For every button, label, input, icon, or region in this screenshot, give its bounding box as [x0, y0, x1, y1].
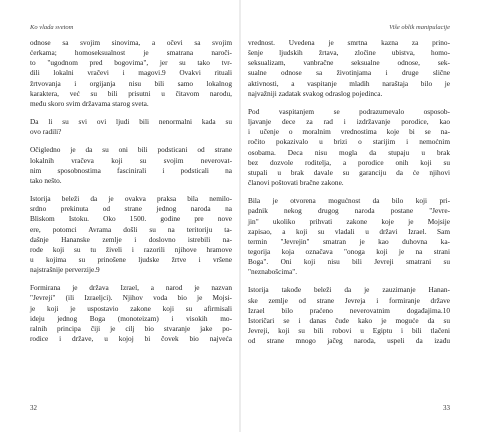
- text-line: rode koji su tu živeli i razorili njihove hramove: [30, 244, 232, 254]
- text-line: osobama. Deca nisu mogla da stupaju u brak: [248, 147, 450, 157]
- body-paragraph: [248, 196, 450, 277]
- text-line: dili lokalni vračevi i magovi.9 Ovakvi rituali: [30, 68, 232, 78]
- body-paragraph: [248, 285, 450, 346]
- body-paragraph: [30, 117, 232, 137]
- text-line: i učenje o moralnim vrednostima koje bi se na-: [248, 127, 450, 137]
- page-number-right: 33: [443, 404, 450, 412]
- text-line: Bliskom Istoku. Oko 1500. godine pre nove: [30, 214, 232, 224]
- text-line: tako nešto.: [30, 175, 62, 185]
- text-line: "Jevreji" (ili Izraeljci). Njihov voda bio je Mojsi-: [30, 293, 232, 303]
- text-line: seksualizam, vanbračne seksualne odnose, sek-: [248, 58, 450, 68]
- text-line: Istorija takođe beleži da je zauzimanje Hanan-: [248, 285, 450, 295]
- right-page: [240, 0, 480, 432]
- text-line: ske zemlje od strane Jevreja i formiranje države: [248, 295, 450, 305]
- right-page-body: [248, 38, 450, 346]
- text-line: Formirana je država Izrael, a narod je nazvan: [30, 283, 232, 293]
- text-line: od strane mnogo jačeg naroda, uspeli da izađu: [248, 336, 450, 346]
- text-line: najstrašnije perverzije.9: [30, 265, 100, 275]
- text-line: dašnje Hananske zemlje i doslovno istrebili na-: [30, 234, 232, 244]
- body-paragraph: [248, 107, 450, 188]
- text-line: lokalnih vračeva koji su svojim neverovat-: [30, 155, 232, 165]
- text-line: zapisao, a koji su vladali u državi Izrael. Sam: [248, 226, 450, 236]
- running-head-left: Ko vlada svetom: [30, 24, 74, 31]
- text-line: to "ugodnom pred bogovima", jer su tako tvr-: [30, 58, 232, 68]
- text-line: u kojima su prinošene ljudske žrtve i vršene: [30, 254, 232, 264]
- text-line: ideju jednog Boga (monoteizam) i visokih mo-: [30, 313, 232, 323]
- running-head-right: Više oblik manipulacije: [389, 24, 450, 31]
- text-line: Istorija beleži da je ovakva praksa bila nemilo-: [30, 194, 232, 204]
- text-line: sualne odnose sa životinjama i druge slične: [248, 68, 450, 78]
- text-line: bez dozvole roditelja, a porodice onih koji su: [248, 157, 450, 167]
- body-paragraph: [30, 145, 232, 186]
- body-paragraph: [248, 38, 450, 99]
- text-line: ročito pokazivalo u brizi o starijim i nemoćnim: [248, 137, 450, 147]
- text-line: ljavanje dece za rad i izdržavanje porodice, kao: [248, 117, 450, 127]
- page-number-left: 32: [30, 404, 37, 412]
- text-line: odnose sa svojim sinovima, a očevi sa svojim: [30, 38, 232, 47]
- text-line: jin" ukoliko prihvati zakone koje je Mojsije: [248, 216, 450, 226]
- text-line: među skoro svim državama starog sveta.: [30, 98, 149, 108]
- text-line: karaktera, već su bili prisutni u čitavom narodu,: [30, 88, 232, 98]
- text-line: Bila je otvorena mogućnost da bilo koji pri-: [248, 196, 450, 206]
- text-line: nim sposobnostima fascinirali i podsticali na: [30, 165, 232, 175]
- text-line: Jevreji, koji su bili robovi u Egiptu i bili tlačeni: [248, 326, 450, 336]
- text-line: ćerkama; homoseksualnost je smatrana naroči-: [30, 48, 232, 58]
- text-line: šenje ljudskih žrtava, zločine ubistva, homo-: [248, 48, 450, 58]
- text-line: Istoričari se i danas čude kako je moguće da su: [248, 315, 450, 325]
- body-paragraph: [30, 283, 232, 344]
- text-line: aktivnosti, a vaspitanje mladih naraštaja bilo je: [248, 78, 450, 88]
- text-line: najvažniji zadatak svakog odraslog pojedinca.: [248, 88, 383, 98]
- text-line: je koji je uspostavio zakone koji su afirmisali: [30, 303, 232, 313]
- body-paragraph: [30, 194, 232, 275]
- text-line: članovi poštovati bračne zakone.: [248, 178, 344, 188]
- text-line: padnik nekog drugog naroda postane "Jevre-: [248, 206, 450, 216]
- body-paragraph: [30, 38, 232, 109]
- text-line: žrtvovanja i orgijanja nisu bili samo lokalnog: [30, 78, 232, 88]
- left-page-body: [30, 38, 232, 344]
- text-line: Očigledno je da su oni bili podsticani od strane: [30, 145, 232, 155]
- text-line: stupali u brak davale su garanciju da će njihovi: [248, 167, 450, 177]
- text-line: "neznabošcima".: [248, 267, 298, 277]
- text-line: ovo radili?: [30, 127, 62, 137]
- text-line: vrednost. Uvedena je smrtna kazna za prino-: [248, 38, 450, 47]
- text-line: Pod vaspitanjem se podrazumevalo osposob-: [248, 106, 450, 116]
- text-line: Izrael bilo praćeno neverovatnim događajima.10: [248, 305, 450, 315]
- text-line: rodice i države, u kojoj bi čovek bio najveća: [30, 334, 232, 344]
- text-line: srdno prekinuta od strane jednog naroda na: [30, 204, 232, 214]
- text-line: tegorija koja označava "onoga koji je na strani: [248, 246, 450, 256]
- text-line: termin "Jevrejin" smatran je kao duhovna ka-: [248, 236, 450, 246]
- text-line: ralnih principa čiji je cilj bio stvaranje jake po-: [30, 323, 232, 333]
- text-line: Da li su svi ovi ljudi bili nenormalni kada su: [30, 117, 232, 127]
- text-line: ere, potomci Avrama došli su na teritoriju ta-: [30, 224, 232, 234]
- text-line: Boga". Oni koji nisu bili Jevreji smatrani su: [248, 257, 450, 267]
